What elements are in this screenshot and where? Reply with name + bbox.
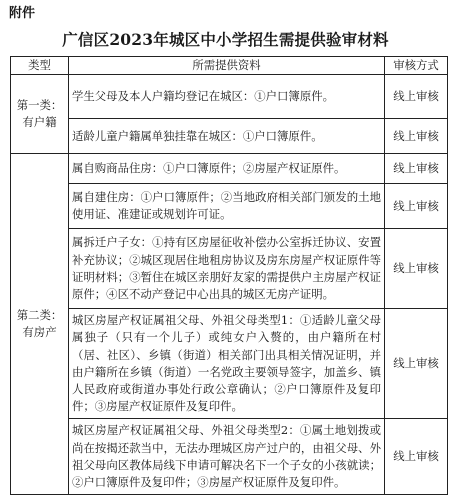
attachment-label: 附件 bbox=[9, 6, 36, 21]
materials-table bbox=[10, 56, 448, 495]
materials-cell: 学生父母及本人户籍均登记在城区：①户口簿原件。 bbox=[69, 75, 385, 119]
document-title: 广信区2023年城区中小学招生需提供验审材料 bbox=[62, 30, 389, 49]
materials-cell: 属拆迁户子女：①持有区房屋征收补偿办公室拆迁协议、安置补充协议；②城区现居住地租房协议及房东房屋产权证原件等证明材料；③暂住在城区亲朋好友家的需提供户主房屋产权证原件；④区不动产登记中心出具的城区无房产证明。 bbox=[69, 229, 385, 309]
method-cell: 线上审核 bbox=[385, 119, 448, 154]
materials-cell: 城区房屋产权证属祖父母、外祖父母类型2：①属土地划拨或尚在按揭还款当中，无法办理城区房产过户的，由祖父母、外祖父母向区教体局线下申请可解决名下一个子女的小孩就读；②户口簿原件及复印件；③房屋产权证原件及复印件。 bbox=[69, 419, 385, 495]
method-cell: 线上审核 bbox=[385, 419, 448, 495]
method-cell: 线上审核 bbox=[385, 154, 448, 184]
category-cell: 第二类：有房产 bbox=[11, 154, 69, 495]
category-cell: 第一类：有户籍 bbox=[11, 75, 69, 154]
materials-cell: 城区房屋产权证属祖父母、外祖父母类型1：①适龄儿童父母属独子（只有一个儿子）或纯女户入赘的，由户籍所在村（居、社区）、乡镇（街道）相关部门出具相关情况证明，并由户籍所在乡镇（街道）一名党政主要领导签字，加盖乡、镇人民政府或街道办事处行政公章确认；②户口簿原件及复印件；③房屋产权证原件及复印件。 bbox=[69, 309, 385, 419]
table-row bbox=[11, 154, 448, 184]
table-header-row bbox=[11, 57, 448, 75]
table-row bbox=[11, 419, 448, 495]
method-cell: 线上审核 bbox=[385, 229, 448, 309]
table-row bbox=[11, 119, 448, 154]
materials-cell: 属自购商品住房：①户口簿原件；②房屋产权证原件。 bbox=[69, 154, 385, 184]
table-row bbox=[11, 75, 448, 119]
table-row bbox=[11, 184, 448, 229]
column-header-materials: 所需提供资料 bbox=[69, 57, 385, 75]
materials-cell: 适龄儿童户籍属单独挂靠在城区：①户口簿原件。 bbox=[69, 119, 385, 154]
method-cell: 线上审核 bbox=[385, 184, 448, 229]
table-row bbox=[11, 309, 448, 419]
method-cell: 线上审核 bbox=[385, 75, 448, 119]
column-header-method: 审核方式 bbox=[385, 57, 448, 75]
column-header-type: 类型 bbox=[11, 57, 69, 75]
table-row bbox=[11, 229, 448, 309]
materials-cell: 属自建住房：①户口簿原件；②当地政府相关部门颁发的土地使用证、准建证或规划许可证。 bbox=[69, 184, 385, 229]
method-cell: 线上审核 bbox=[385, 309, 448, 419]
